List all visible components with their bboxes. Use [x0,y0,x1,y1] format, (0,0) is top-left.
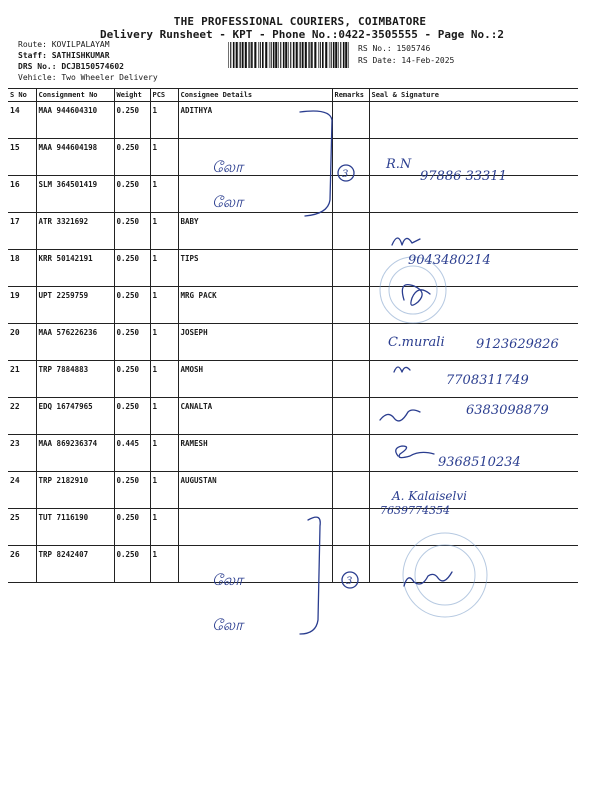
weight-cell: 0.250 [114,509,150,546]
weight-cell: 0.250 [114,546,150,583]
pcs-cell: 1 [150,435,178,472]
vehicle-value: Two Wheeler Delivery [61,73,158,82]
circled-count-bottom-label: 3 [346,576,353,587]
consignee-cell: MRG PACK [178,287,332,324]
phone-row17: 9043480214 [408,253,491,268]
sno-cell: 18 [8,250,36,287]
weight-cell: 0.250 [114,398,150,435]
consignment-no-cell: ATR 3321692 [36,213,114,250]
rs-number-label: RS No.: [358,44,392,53]
consignee-cell: RAMESH [178,435,332,472]
phone-row20: 9123629826 [476,337,559,352]
drs-label: DRS No.: [18,62,57,71]
sno-cell: 19 [8,287,36,324]
route-label: Route: [18,40,47,49]
consignee-cell: JOSEPH [178,324,332,361]
consignment-no-cell: SLM 364501419 [36,176,114,213]
ditto-mark-25: லோ [212,571,243,589]
col-header-sno: S No [8,89,36,102]
staff-label: Staff: [18,51,47,60]
consignment-no-cell: KRR 50142191 [36,250,114,287]
rs-date-label: RS Date: [358,56,397,65]
sno-cell: 24 [8,472,36,509]
consignment-no-cell: MAA 944604198 [36,139,114,176]
signature-row17 [392,238,420,245]
pcs-cell: 1 [150,509,178,546]
phone-row15: 97886 33311 [420,169,507,184]
sno-cell: 25 [8,509,36,546]
pcs-cell: 1 [150,139,178,176]
pcs-cell: 1 [150,472,178,509]
consignment-no-cell: MAA 576226236 [36,324,114,361]
weight-cell: 0.250 [114,102,150,139]
pcs-cell: 1 [150,324,178,361]
weight-cell: 0.250 [114,250,150,287]
weight-cell: 0.250 [114,213,150,250]
vehicle-label: Vehicle: [18,73,57,82]
col-header-pcs: PCS [150,89,178,102]
signature-row18 [402,285,430,306]
staff-value: SATHISHKUMAR [51,51,110,60]
pcs-cell: 1 [150,287,178,324]
signature-row15: R.N [386,157,412,172]
consignment-no-cell: MAA 944604310 [36,102,114,139]
phone-row24: 7639774354 [380,504,450,517]
consignment-no-cell: MAA 869236374 [36,435,114,472]
pcs-cell: 1 [150,546,178,583]
pcs-cell: 1 [150,250,178,287]
sno-cell: 23 [8,435,36,472]
weight-cell: 0.250 [114,361,150,398]
consignment-no-cell: EDQ 16747965 [36,398,114,435]
weight-cell: 0.445 [114,435,150,472]
runsheet-heading: Delivery Runsheet - KPT - Phone No.:0422-3505555 - Page No.:2 [100,28,504,41]
signature-row24: A. Kalaiselvi [392,489,467,503]
sno-cell: 15 [8,139,36,176]
drs-value: DCJB150574602 [61,62,124,71]
pcs-cell: 1 [150,361,178,398]
sno-cell: 16 [8,176,36,213]
consignment-no-cell: UPT 2259759 [36,287,114,324]
consignment-no-cell: TRP 2182910 [36,472,114,509]
ditto-mark-16: லோ [212,193,243,211]
company-title: THE PROFESSIONAL COURIERS, COIMBATORE [173,15,427,28]
sno-cell: 21 [8,361,36,398]
pcs-cell: 1 [150,176,178,213]
bracket-bottom [300,517,320,634]
ditto-mark-26: லோ [212,616,243,634]
pcs-cell: 1 [150,398,178,435]
consignment-no-cell: TUT 7116190 [36,509,114,546]
consignment-no-cell: TRP 8242407 [36,546,114,583]
consignee-cell: AUGUSTAN [178,472,332,509]
ditto-mark-15: லோ [212,158,243,176]
phone-row21: 7708311749 [446,373,529,388]
sno-cell: 26 [8,546,36,583]
weight-cell: 0.250 [114,176,150,213]
circled-count-top-label: 3 [342,169,349,180]
route-value: KOVILPALAYAM [51,40,110,49]
signature-row22 [380,410,420,421]
official-stamp-bottom [403,533,487,617]
weight-cell: 0.250 [114,324,150,361]
sno-cell: 20 [8,324,36,361]
col-header-weight: Weight [114,89,150,102]
phone-row23: 9368510234 [438,455,521,470]
phone-row22: 6383098879 [466,403,549,418]
bracket-top [300,111,332,216]
sno-cell: 22 [8,398,36,435]
weight-cell: 0.250 [114,472,150,509]
consignee-cell: AMOSH [178,361,332,398]
pcs-cell: 1 [150,213,178,250]
weight-cell: 0.250 [114,287,150,324]
sno-cell: 14 [8,102,36,139]
signature-row20: C.murali [388,335,445,350]
consignee-cell: BABY [178,213,332,250]
consignment-no-cell: TRP 7884883 [36,361,114,398]
col-header-remarks: Remarks [332,89,369,102]
consignee-cell: TIPS [178,250,332,287]
sno-cell: 17 [8,213,36,250]
consignee-cell: CANALTA [178,398,332,435]
weight-cell: 0.250 [114,139,150,176]
signature-row25 [404,572,452,586]
rs-number-value: 1505746 [396,44,431,53]
signature-row21 [394,367,410,372]
consignee-cell: ADITHYA [178,102,332,139]
col-header-consignee: Consignee Details [178,89,332,102]
pcs-cell: 1 [150,102,178,139]
rs-date-value: 14-Feb-2025 [401,56,455,65]
col-header-consignment: Consignment No [36,89,114,102]
col-header-seal-signature: Seal & Signature [369,89,578,102]
signature-row23 [396,446,434,458]
